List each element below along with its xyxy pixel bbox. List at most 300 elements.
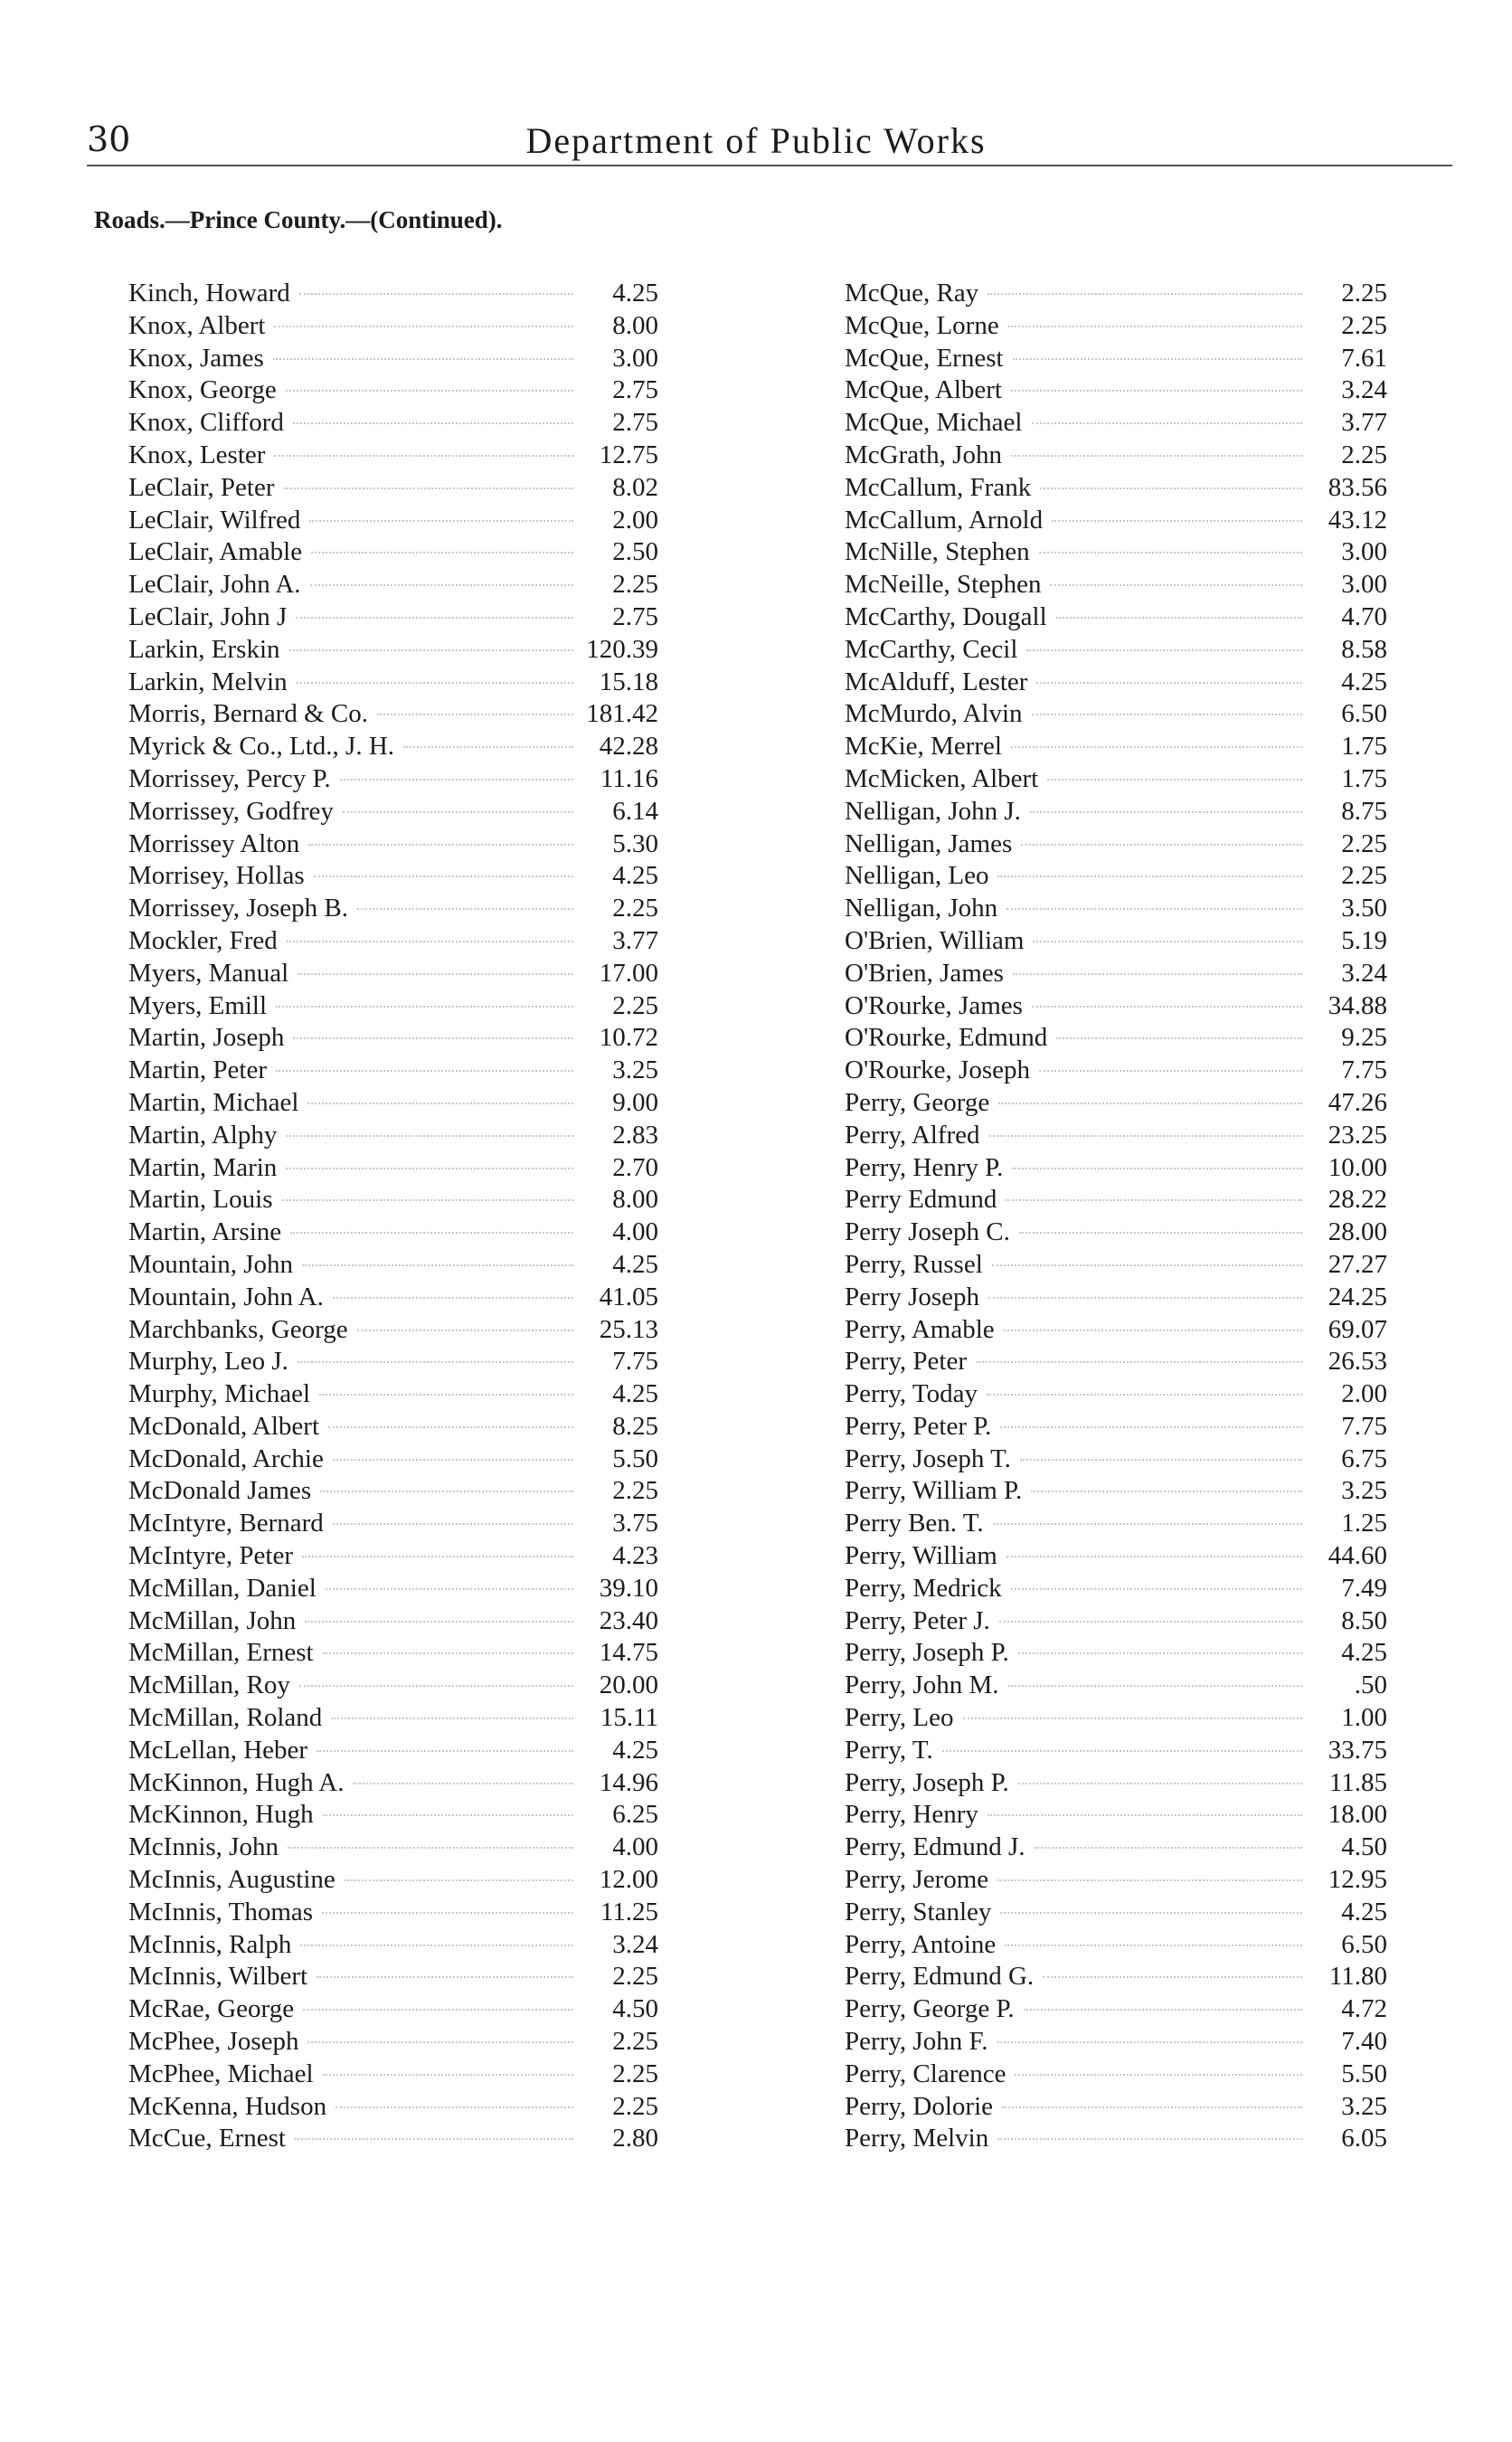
ledger-entry (845, 1475, 1387, 1508)
entry-amount: 23.25 (1328, 1120, 1387, 1150)
ledger-entry (845, 407, 1387, 440)
ledger-entry (128, 990, 658, 1023)
dot-leader (1020, 1459, 1302, 1461)
dot-leader (989, 1135, 1302, 1137)
ledger-entry (845, 1767, 1387, 1800)
entry-name: Perry, Henry (845, 1800, 978, 1830)
ledger-entry (128, 1508, 658, 1540)
ledger-entry (128, 374, 658, 407)
ledger-entry (128, 1767, 658, 1800)
ledger-entry (845, 1443, 1387, 1476)
dot-leader (1018, 1783, 1302, 1784)
entry-amount: 44.60 (1328, 1541, 1387, 1571)
ledger-entry (845, 1282, 1387, 1314)
ledger-entry (845, 1152, 1387, 1185)
entry-name: Perry, Joseph T. (845, 1443, 1011, 1473)
ledger-entry (128, 1022, 658, 1055)
entry-amount: 10.72 (599, 1023, 658, 1053)
dot-leader (282, 1199, 574, 1201)
entry-name: O'Rourke, Joseph (845, 1055, 1030, 1085)
entry-name: McAlduff, Lester (845, 667, 1028, 696)
ledger-entry (845, 1314, 1387, 1347)
dot-leader (1006, 908, 1302, 910)
dot-leader (1012, 1168, 1302, 1169)
entry-amount: 2.25 (612, 894, 658, 923)
entry-name: Martin, Louis (128, 1185, 273, 1215)
entry-name: McGrath, John (845, 440, 1002, 469)
dot-leader (987, 1394, 1302, 1396)
dot-leader (1005, 1945, 1302, 1946)
entry-name: McQue, Albert (845, 375, 1002, 405)
dot-leader (1026, 649, 1302, 651)
dot-leader (988, 293, 1302, 295)
dot-leader (1011, 1588, 1302, 1590)
entry-amount: 34.88 (1328, 990, 1387, 1020)
entry-amount: 6.50 (1341, 699, 1387, 729)
entry-name: Nelligan, James (845, 828, 1013, 858)
dot-leader (326, 1588, 573, 1590)
ledger-entry (128, 958, 658, 990)
entry-name: McInnis, Augustine (128, 1865, 335, 1895)
entry-name: Mountain, John (128, 1249, 294, 1279)
ledger-entry (845, 1540, 1387, 1573)
dot-leader (274, 326, 573, 327)
ledger-entry (128, 1670, 658, 1702)
entry-amount: 69.07 (1328, 1314, 1387, 1344)
entry-amount: 7.75 (1341, 1411, 1387, 1441)
dot-leader (286, 1168, 573, 1169)
ledger-entry (845, 2123, 1387, 2155)
ledger-entry (128, 1411, 658, 1443)
dot-leader (274, 455, 573, 457)
dot-leader (1019, 1232, 1302, 1234)
dot-leader (1030, 811, 1302, 813)
entry-name: Perry Joseph (845, 1282, 980, 1311)
ledger-entry (128, 2059, 658, 2091)
dot-leader (1040, 487, 1302, 489)
dot-leader (289, 649, 573, 651)
entry-amount: 8.75 (1341, 796, 1387, 826)
entry-amount: 5.50 (612, 1443, 658, 1473)
dot-leader (1013, 358, 1302, 360)
entry-name: Marchbanks, George (128, 1314, 348, 1344)
entry-amount: 2.80 (612, 2124, 658, 2153)
entry-amount: 12.75 (599, 440, 658, 469)
entry-amount: 2.75 (612, 408, 658, 438)
entry-amount: 39.10 (599, 1573, 658, 1603)
ledger-entry (128, 828, 658, 861)
dot-leader (997, 2041, 1302, 2043)
entry-name: LeClair, Wilfred (128, 505, 301, 535)
entry-amount: 4.50 (1341, 1832, 1387, 1862)
ledger-entry (845, 1961, 1387, 1993)
dot-leader (298, 973, 573, 975)
entry-amount: 2.25 (612, 2059, 658, 2088)
entry-name: McQue, Ray (845, 279, 979, 308)
ledger-entry (845, 1832, 1387, 1864)
ledger-entry (128, 1443, 658, 1476)
dot-leader (997, 876, 1302, 877)
entry-name: McMillan, John (128, 1605, 297, 1635)
dot-leader (1000, 1426, 1302, 1428)
entry-amount: 2.25 (612, 570, 658, 600)
entry-amount: 9.00 (612, 1087, 658, 1117)
entry-amount: 4.25 (612, 861, 658, 891)
entry-name: Perry, William P. (845, 1476, 1023, 1506)
ledger-entry (128, 893, 658, 925)
entry-amount: 2.75 (612, 375, 658, 405)
entry-name: McMillan, Roy (128, 1671, 290, 1700)
dot-leader (276, 1006, 573, 1008)
entry-amount: 11.25 (600, 1897, 658, 1926)
entry-amount: 6.25 (612, 1800, 658, 1830)
entry-name: Myers, Manual (128, 958, 289, 988)
ledger-entry (845, 310, 1387, 343)
dot-leader (308, 844, 573, 846)
ledger-entry (845, 278, 1387, 310)
entry-amount: 2.25 (612, 2027, 658, 2057)
dot-leader (992, 1264, 1302, 1266)
ledger-entry (128, 569, 658, 601)
entry-amount: 14.75 (599, 1638, 658, 1668)
ledger-entry (128, 1961, 658, 1993)
ledger-entry (128, 1573, 658, 1605)
ledger-entry (128, 1540, 658, 1573)
entry-amount: 1.75 (1341, 763, 1387, 793)
entry-name: Myers, Emill (128, 990, 268, 1020)
dot-leader (403, 746, 573, 748)
ledger-entry (128, 1249, 658, 1282)
entry-name: McMillan, Ernest (128, 1638, 314, 1668)
dot-leader (323, 2074, 573, 2076)
ledger-entry (128, 1346, 658, 1378)
dot-leader (305, 1621, 573, 1623)
dot-leader (299, 1685, 573, 1687)
dot-leader (323, 1652, 573, 1654)
ledger-entry (845, 1573, 1387, 1605)
dot-leader (333, 1523, 573, 1525)
dot-leader (1011, 746, 1302, 748)
entry-amount: 4.23 (612, 1541, 658, 1571)
entry-amount: 7.75 (612, 1347, 658, 1377)
ledger-entry (128, 1314, 658, 1347)
entry-name: Perry, Stanley (845, 1897, 992, 1926)
entry-name: Perry, John F. (845, 2027, 988, 2057)
ledger-entry (128, 1897, 658, 1929)
entry-name: Perry, Jerome (845, 1865, 989, 1895)
dot-leader (293, 422, 573, 424)
entry-amount: 12.95 (1328, 1865, 1387, 1895)
entry-name: Nelligan, John J. (845, 796, 1021, 826)
entry-amount: 12.00 (599, 1865, 658, 1895)
section-heading: Roads.—Prince County.—(Continued). (94, 206, 503, 233)
entry-name: McCallum, Arnold (845, 505, 1044, 535)
dot-leader (1006, 1199, 1302, 1201)
entry-name: Morrisey, Hollas (128, 861, 305, 891)
entry-amount: 6.75 (1341, 1443, 1387, 1473)
ledger-entry (128, 407, 658, 440)
dot-leader (331, 1718, 573, 1719)
ledger-entry (128, 472, 658, 505)
entry-name: Knox, Clifford (128, 408, 284, 438)
ledger-entry (845, 763, 1387, 796)
entry-amount: 3.00 (1341, 537, 1387, 567)
entry-name: Mountain, John A. (128, 1282, 324, 1311)
ledger-entry (845, 1216, 1387, 1249)
entry-name: Martin, Michael (128, 1087, 299, 1117)
dot-leader (1047, 779, 1302, 781)
entry-name: Perry, Amable (845, 1314, 995, 1344)
entry-amount: 3.24 (1341, 375, 1387, 405)
ledger-entry (128, 667, 658, 699)
entry-amount: 8.00 (612, 310, 658, 340)
ledger-entry (845, 569, 1387, 601)
entry-name: Morrissey, Percy P. (128, 763, 331, 793)
entry-amount: 43.12 (1328, 505, 1387, 535)
ledger-entry (128, 1993, 658, 2026)
dot-leader (963, 1718, 1302, 1719)
entry-name: Perry, Clarence (845, 2059, 1006, 2088)
ledger-entry (845, 1184, 1387, 1216)
entry-amount: 4.25 (1341, 1897, 1387, 1926)
dot-leader (1032, 1006, 1302, 1008)
ledger-entry (845, 731, 1387, 763)
entry-name: McDonald James (128, 1476, 312, 1506)
ledger-entry (845, 990, 1387, 1023)
entry-amount: 181.42 (586, 699, 658, 729)
ledger-entry (128, 1832, 658, 1864)
entry-name: McDonald, Albert (128, 1411, 320, 1441)
entry-amount: 4.00 (612, 1832, 658, 1862)
dot-leader (300, 1945, 573, 1946)
entry-name: Murphy, Michael (128, 1379, 311, 1409)
dot-leader (333, 1297, 573, 1299)
head-rule (87, 165, 1452, 166)
ledger-entry (845, 440, 1387, 472)
ledger-entry (128, 1055, 658, 1087)
entry-amount: 9.25 (1341, 1023, 1387, 1053)
ledger-entry (845, 472, 1387, 505)
entry-name: McInnis, Wilbert (128, 1962, 308, 1992)
entry-amount: 18.00 (1328, 1800, 1387, 1830)
dot-leader (942, 1750, 1302, 1752)
dot-leader (357, 1330, 573, 1331)
ledger-entry (845, 634, 1387, 667)
entry-name: McRae, George (128, 1994, 295, 2024)
entry-amount: 120.39 (586, 634, 658, 664)
dot-leader (1039, 552, 1302, 554)
dot-leader (1050, 584, 1302, 586)
ledger-entry (845, 1670, 1387, 1702)
entry-name: Perry, T. (845, 1735, 933, 1765)
ledger-entry (128, 1605, 658, 1638)
entry-amount: 1.25 (1341, 1509, 1387, 1538)
dot-leader (317, 1976, 573, 1978)
ledger-entry (845, 374, 1387, 407)
entry-amount: 14.96 (599, 1767, 658, 1797)
entry-amount: 3.24 (1341, 958, 1387, 988)
ledger-entry (845, 1929, 1387, 1962)
entry-amount: 11.16 (600, 763, 658, 793)
dot-leader (323, 1814, 573, 1816)
ledger-entry (845, 536, 1387, 569)
entry-amount: 1.00 (1341, 1703, 1387, 1733)
running-head-title: Department of Public Works (525, 120, 987, 161)
ledger-entry (845, 698, 1387, 731)
ledger-entry (845, 1605, 1387, 1638)
dot-leader (1011, 390, 1302, 392)
entry-amount: 2.83 (612, 1120, 658, 1150)
dot-leader (314, 876, 573, 877)
dot-leader (997, 2138, 1302, 2140)
entry-amount: 4.25 (612, 1735, 658, 1765)
entry-name: LeClair, Peter (128, 472, 275, 502)
entry-amount: .50 (1354, 1671, 1387, 1700)
dot-leader (1011, 455, 1302, 457)
entry-amount: 6.50 (1341, 1929, 1387, 1959)
entry-name: Perry, Edmund G. (845, 1962, 1035, 1992)
entry-amount: 3.50 (1341, 894, 1387, 923)
entry-amount: 8.58 (1341, 634, 1387, 664)
entry-amount: 7.49 (1341, 1573, 1387, 1603)
entry-amount: 23.40 (599, 1605, 658, 1635)
dot-leader (343, 811, 573, 813)
entry-name: LeClair, John A. (128, 570, 301, 600)
dot-leader (1006, 1556, 1302, 1557)
dot-leader (1032, 422, 1303, 424)
entry-amount: 4.25 (1341, 1638, 1387, 1668)
ledger-entry (845, 1022, 1387, 1055)
entry-name: Perry, Melvin (845, 2124, 989, 2153)
entry-name: McMicken, Albert (845, 763, 1039, 793)
entry-name: McPhee, Joseph (128, 2027, 299, 2057)
ledger-entry (128, 1475, 658, 1508)
dot-leader (335, 2106, 573, 2108)
entry-name: Morris, Bernard & Co. (128, 699, 368, 729)
dot-leader (345, 1879, 573, 1881)
entry-amount: 27.27 (1328, 1249, 1387, 1279)
dot-leader (1036, 682, 1302, 684)
entry-amount: 4.25 (612, 279, 658, 308)
entry-amount: 8.50 (1341, 1605, 1387, 1635)
entry-name: Perry, John M. (845, 1671, 999, 1700)
entry-name: Kinch, Howard (128, 279, 290, 308)
dot-leader (1015, 2074, 1302, 2076)
ledger-entry (128, 1184, 658, 1216)
dot-leader (998, 1103, 1302, 1104)
entry-name: Perry, William (845, 1541, 997, 1571)
ledger-entry (128, 440, 658, 472)
entry-amount: 3.77 (612, 925, 658, 955)
dot-leader (1018, 1652, 1302, 1654)
ledger-entry (845, 893, 1387, 925)
page-number: 30 (87, 119, 131, 159)
ledger-entry (845, 2059, 1387, 2091)
entry-amount: 2.00 (1341, 1379, 1387, 1409)
ledger-entry (128, 731, 658, 763)
dot-leader (307, 2041, 573, 2043)
entry-amount: 4.25 (612, 1379, 658, 1409)
dot-leader (302, 1556, 573, 1557)
entry-name: Knox, Albert (128, 310, 266, 340)
entry-name: McQue, Lorne (845, 310, 999, 340)
dot-leader (303, 2009, 573, 2011)
dot-leader (1032, 714, 1302, 715)
entry-amount: 41.05 (599, 1282, 658, 1311)
entry-amount: 3.00 (1341, 570, 1387, 600)
entry-name: O'Brien, James (845, 958, 1004, 988)
ledger-entry (128, 278, 658, 310)
dot-leader (276, 1070, 573, 1072)
dot-leader (298, 1361, 573, 1363)
ledger-entry (128, 925, 658, 958)
entry-name: Perry, George (845, 1087, 990, 1117)
entry-amount: 2.25 (612, 1476, 658, 1506)
entry-amount: 4.25 (612, 1249, 658, 1279)
entry-amount: 6.14 (612, 796, 658, 826)
entry-amount: 2.25 (1341, 279, 1387, 308)
ledger-entry (128, 796, 658, 828)
ledger-entry (845, 1735, 1387, 1767)
entry-amount: 4.50 (612, 1994, 658, 2024)
entry-name: McMurdo, Alvin (845, 699, 1023, 729)
ledger-entry (845, 505, 1387, 537)
entry-amount: 2.75 (612, 601, 658, 631)
entry-amount: 83.56 (1328, 472, 1387, 502)
ledger-entry (128, 1864, 658, 1897)
dot-leader (976, 1361, 1302, 1363)
entry-name: McCarthy, Dougall (845, 601, 1047, 631)
ledger-entry (128, 763, 658, 796)
entry-amount: 8.00 (612, 1185, 658, 1215)
dot-leader (1043, 1976, 1302, 1978)
entry-name: Nelligan, Leo (845, 861, 989, 891)
entry-amount: 4.25 (1341, 667, 1387, 696)
ledger-entry (845, 1055, 1387, 1087)
entry-amount: 20.00 (599, 1671, 658, 1700)
entry-amount: 3.25 (1341, 1476, 1387, 1506)
entry-amount: 28.00 (1328, 1217, 1387, 1247)
entry-name: Perry, Edmund J. (845, 1832, 1025, 1862)
entry-name: McCue, Ernest (128, 2124, 286, 2153)
ledger-entry (128, 1152, 658, 1185)
entry-name: Perry, Antoine (845, 1929, 997, 1959)
ledger-entry (845, 343, 1387, 375)
ledger-entry (845, 1702, 1387, 1735)
ledger-entry (845, 1087, 1387, 1120)
ledger-entry (128, 2091, 658, 2124)
dot-leader (1000, 1912, 1302, 1914)
dot-leader (988, 1297, 1302, 1299)
entry-amount: 3.75 (612, 1509, 658, 1538)
ledger-entry (128, 601, 658, 634)
ledger-entry (128, 1120, 658, 1152)
entry-amount: 11.80 (1328, 1962, 1387, 1992)
dot-leader (309, 520, 573, 522)
ledger-entry (128, 698, 658, 731)
entry-amount: 3.24 (612, 1929, 658, 1959)
dot-leader (287, 941, 573, 942)
entry-name: Morrissey, Joseph B. (128, 894, 349, 923)
entry-name: Perry Edmund (845, 1185, 997, 1215)
entry-name: McInnis, Thomas (128, 1897, 314, 1926)
entry-name: Perry, Peter (845, 1347, 968, 1377)
entry-amount: 2.25 (1341, 861, 1387, 891)
dot-leader (1039, 1070, 1302, 1072)
ledger-entry (845, 1120, 1387, 1152)
ledger-entry (845, 2026, 1387, 2059)
dot-leader (353, 1783, 573, 1784)
